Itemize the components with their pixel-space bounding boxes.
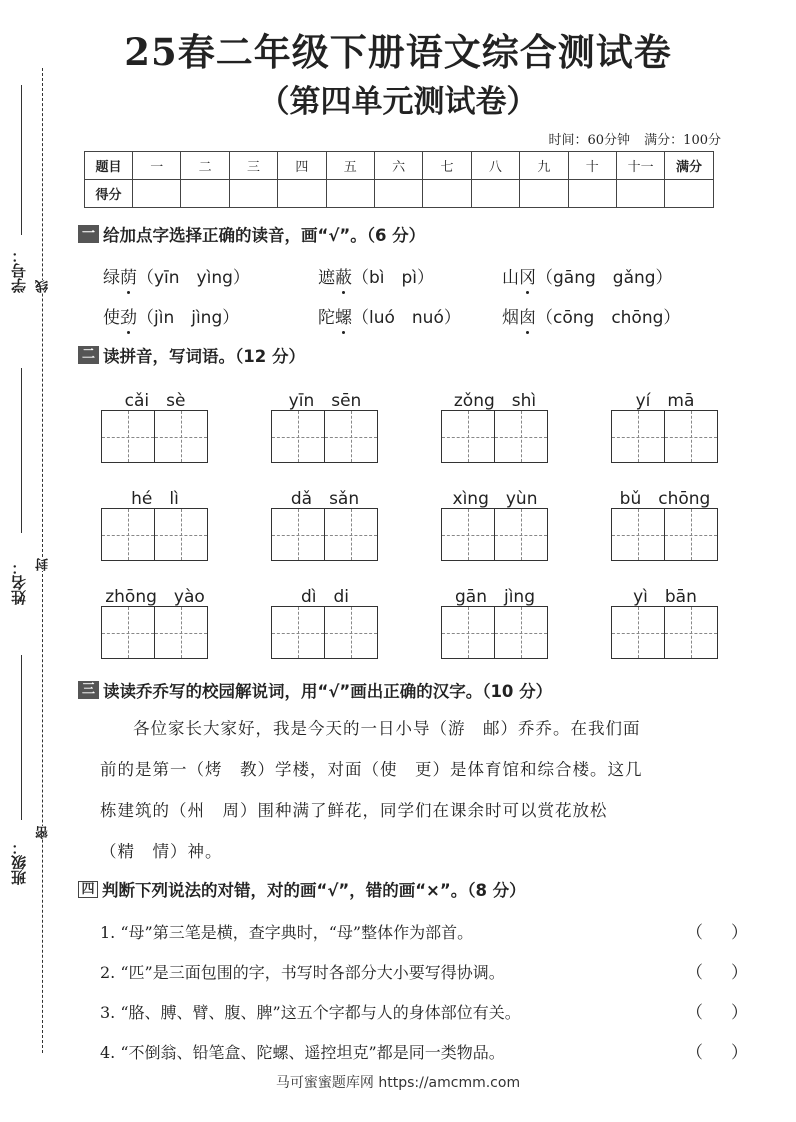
binding-mark-secret: 密 [36,826,51,839]
section2-number: 二 [78,346,99,364]
dotted-char: 劲 [120,308,137,328]
paren-open: （ [686,963,703,983]
section4-title: 判断下列说法的对错，对的画“√”，错的画“×”。（8 分） [102,881,526,900]
pinyin-prompt: bǔ chōng [619,489,711,509]
dotted-char: 囱 [519,308,536,328]
item-char: 山 [502,268,519,288]
score-cell[interactable] [471,180,519,208]
pinyin-prompt: cǎi sè [124,391,186,411]
paren-close: ） [731,1043,748,1063]
score-cell[interactable] [665,180,713,208]
judge-statement: 1. “母”第三笔是横，查字典时，“母”整体作为部首。 [100,923,474,942]
score-cell[interactable] [181,180,229,208]
item-char: 使 [103,308,120,328]
writing-grid[interactable] [271,508,378,561]
pinyin-prompt: yì bān [633,587,697,607]
pinyin-prompt: yīn sēn [288,391,362,411]
pinyin-options: （gāng gǎng） [536,268,673,288]
writing-grid[interactable] [101,508,208,561]
section4-heading [78,877,526,901]
pinyin-prompt: hé lì [131,489,179,509]
score-table-header-row [85,152,714,180]
score-header: 一 [133,152,181,180]
pinyin-prompt: zǒng shì [453,391,537,411]
pinyin-prompt: zhōng yào [105,587,205,607]
pronunciation-item[interactable] [318,303,461,328]
writing-grid[interactable] [611,508,718,561]
score-header: 十 [568,152,616,180]
score-cell[interactable] [568,180,616,208]
pinyin-options: （yīn yìng） [137,268,250,288]
student-id-label: 学号： [10,248,28,293]
score-cell[interactable] [374,180,422,208]
writing-grid[interactable] [101,410,208,463]
pronunciation-item[interactable] [502,303,680,328]
score-cell[interactable] [423,180,471,208]
score-header: 七 [423,152,471,180]
score-cell[interactable] [278,180,326,208]
pinyin-options: （jìn jìng） [137,308,240,328]
item-char: 陀 [318,308,335,328]
score-header: 六 [374,152,422,180]
dotted-char: 荫 [120,268,137,288]
pronunciation-item[interactable] [318,263,434,288]
name-blank-line [21,368,22,533]
pronunciation-item[interactable] [502,263,673,288]
passage-line: 前的是第一（烤 教）学楼，对面（使 更）是体育馆和综合楼。这几 [100,760,643,779]
full-score-label: 满分：100分 [644,133,721,148]
score-cell[interactable] [616,180,664,208]
writing-grid[interactable] [441,606,548,659]
writing-grid[interactable] [271,410,378,463]
score-table-score-row [85,180,714,208]
score-cell[interactable] [326,180,374,208]
section1-heading [78,222,425,246]
answer-parentheses[interactable] [686,958,748,983]
time-score-info [538,129,721,148]
paren-open: （ [686,1003,703,1023]
passage-line: （精 情）神。 [100,842,223,861]
class-label: 班级： [10,840,28,885]
pronunciation-item[interactable] [103,303,239,328]
score-header: 八 [471,152,519,180]
writing-grid[interactable] [611,410,718,463]
passage-line: 栋建筑的（州 周）围种满了鲜花，同学们在课余时可以赏花放松 [100,801,608,820]
answer-parentheses[interactable] [686,918,748,943]
judge-statement: 4. “不倒翁、铅笔盒、陀螺、遥控坦克”都是同一类物品。 [100,1043,505,1062]
dotted-char: 螺 [335,308,352,328]
binding-mark-line: 线 [36,280,51,293]
score-cell[interactable] [520,180,568,208]
answer-parentheses[interactable] [686,1038,748,1063]
pinyin-options: （bì pì） [352,268,435,288]
section3-title: 读读乔乔写的校园解说词，用“√”画出正确的汉字。（10 分） [103,682,553,701]
writing-grid[interactable] [101,606,208,659]
pinyin-prompt: xìng yùn [452,489,538,509]
judge-statement: 3. “胳、膊、臂、腹、脾”这五个字都与人的身体部位有关。 [100,1003,521,1022]
section4-number: 四 [78,881,98,898]
score-header: 二 [181,152,229,180]
judge-statement: 2. “匹”是三面包围的字，书写时各部分大小要写得协调。 [100,963,505,982]
pinyin-options: （luó nuó） [352,308,461,328]
section1-number: 一 [78,225,99,243]
pinyin-prompt: gān jìng [455,587,535,607]
section3-heading [78,678,552,702]
class-blank-line [21,655,22,820]
section3-passage[interactable] [100,708,752,872]
paren-close: ） [731,923,748,943]
footer-watermark: 马可蜜蜜题库网 https://amcmm.com [275,1075,521,1091]
time-label: 时间：60分钟 [548,133,631,148]
page-title: 25春二年级下册语文综合测试卷 [124,30,672,74]
section3-number: 三 [78,681,99,699]
pinyin-prompt: dǎ sǎn [290,489,360,509]
dotted-char: 蔽 [335,268,352,288]
score-header: 满分 [665,152,713,180]
writing-grid[interactable] [611,606,718,659]
score-header: 五 [326,152,374,180]
writing-grid[interactable] [441,508,548,561]
writing-grid[interactable] [271,606,378,659]
score-header: 九 [520,152,568,180]
dotted-char: 冈 [519,268,536,288]
score-header: 三 [229,152,277,180]
name-label: 姓名： [10,560,28,605]
score-header: 十一 [616,152,664,180]
binding-mark-seal: 封 [36,558,51,571]
paren-close: ） [731,963,748,983]
pinyin-prompt: dì di [300,587,350,607]
pronunciation-item[interactable] [103,263,250,288]
paren-open: （ [686,1043,703,1063]
page-subtitle: （第四单元测试卷） [258,84,538,120]
pinyin-options: （cōng chōng） [536,308,681,328]
item-char: 烟 [502,308,519,328]
answer-parentheses[interactable] [686,998,748,1023]
section2-heading [78,343,305,367]
score-row-label: 得分 [85,180,133,208]
paren-close: ） [731,1003,748,1023]
writing-grid[interactable] [441,410,548,463]
score-header: 四 [278,152,326,180]
item-char: 绿 [103,268,120,288]
score-table [84,151,714,208]
paren-open: （ [686,923,703,943]
score-header: 题目 [85,152,133,180]
passage-line: 各位家长大家好，我是今天的一日小导（游 邮）乔乔。在我们面 [133,719,641,738]
item-char: 遮 [318,268,335,288]
pinyin-prompt: yí mā [635,391,695,411]
section2-title: 读拼音，写词语。（12 分） [103,347,305,366]
score-cell[interactable] [229,180,277,208]
score-cell[interactable] [133,180,181,208]
section1-title: 给加点字选择正确的读音，画“√”。（6 分） [103,226,426,245]
